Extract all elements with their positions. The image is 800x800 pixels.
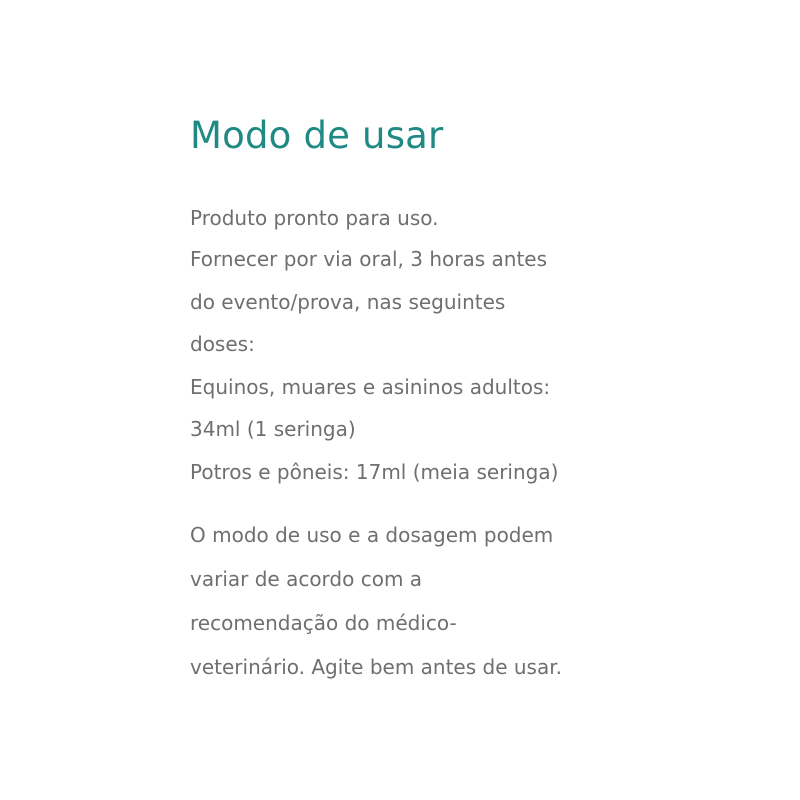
- note-line: veterinário. Agite bem antes de usar.: [190, 655, 562, 679]
- note-line: variar de acordo com a: [190, 567, 423, 591]
- instruction-line: Potros e pôneis: 17ml (meia seringa): [190, 459, 559, 484]
- instruction-line: Equinos, muares e asininos adultos:: [190, 374, 551, 399]
- instruction-line: do evento/prova, nas seguintes: [190, 289, 506, 314]
- instruction-line: 34ml (1 seringa): [190, 417, 356, 441]
- dosage-note-paragraph: [190, 513, 630, 689]
- instruction-line: Fornecer por via oral, 3 horas antes: [190, 247, 548, 271]
- usage-instructions-paragraph: [190, 198, 630, 493]
- section-title: Modo de usar: [190, 114, 444, 157]
- note-line: O modo de uso e a dosagem podem: [190, 523, 554, 547]
- instruction-line: Produto pronto para uso.: [190, 206, 439, 230]
- instruction-line: doses:: [190, 332, 255, 356]
- usage-section: [190, 110, 630, 689]
- note-line: recomendação do médico-: [190, 611, 457, 635]
